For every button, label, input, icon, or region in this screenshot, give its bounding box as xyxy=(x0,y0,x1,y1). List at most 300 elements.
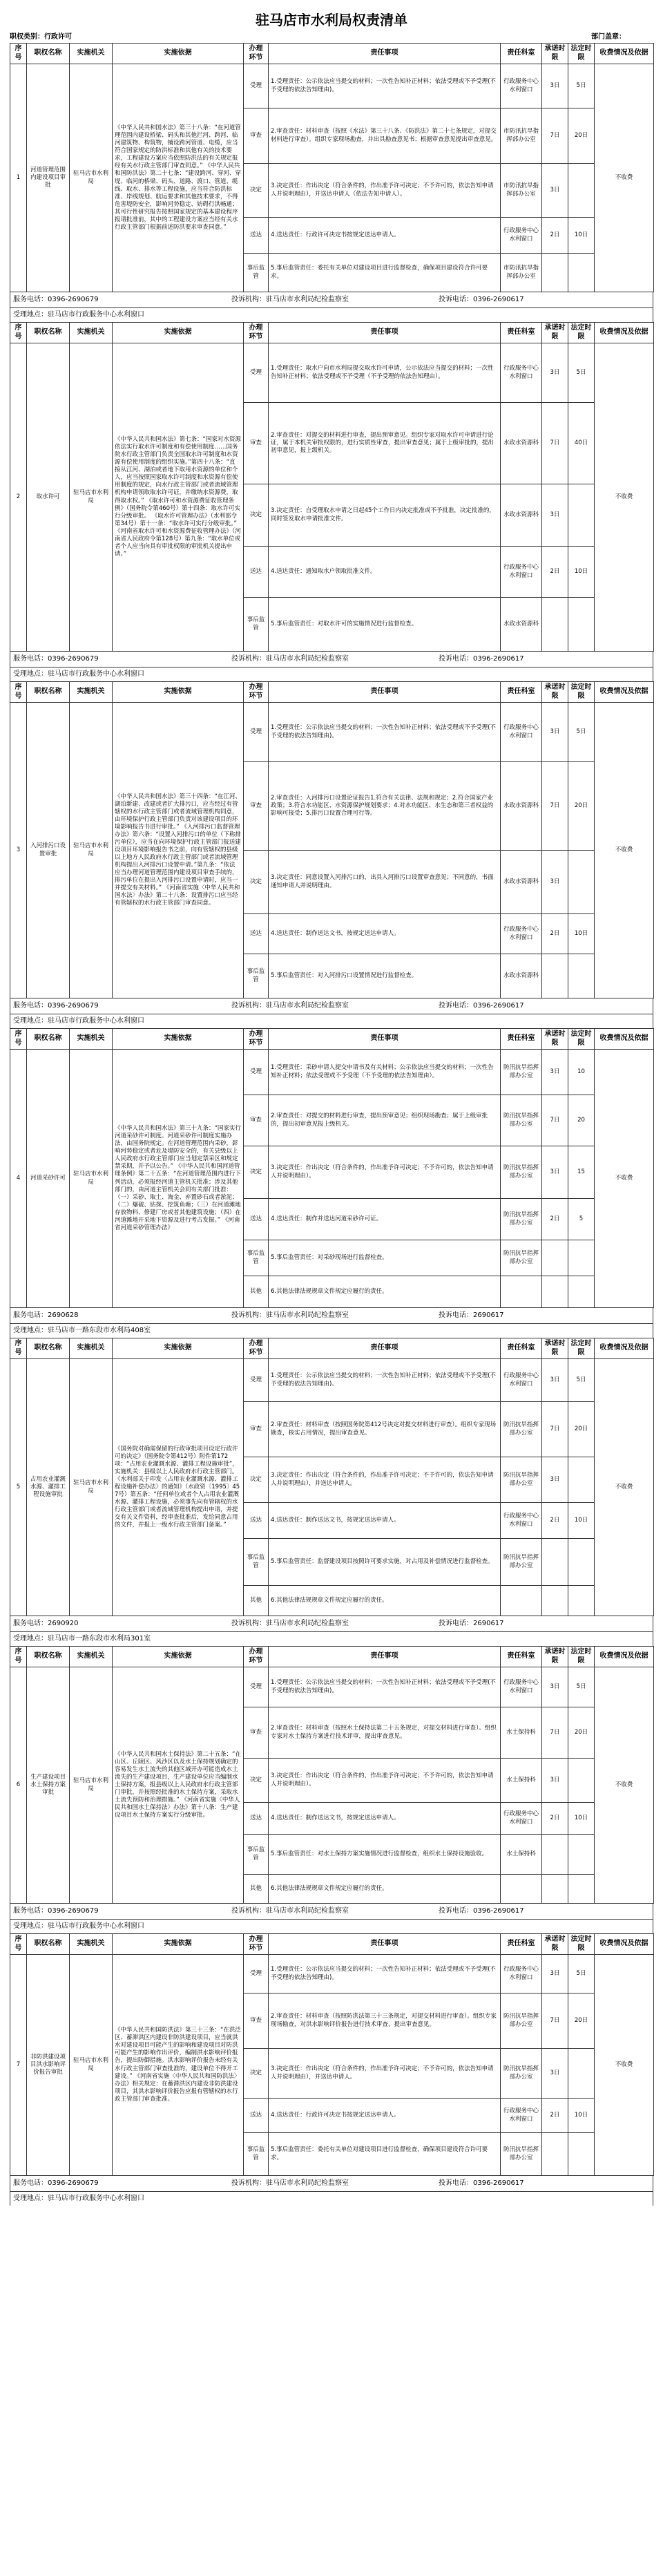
column-header: 责任事项 xyxy=(269,44,501,64)
duty-table-block xyxy=(10,1028,654,1308)
responsible-dept: 行政服务中心水利窗口 xyxy=(501,2099,542,2133)
legal-time: 10 xyxy=(568,1050,595,1095)
responsible-dept: 行政服务中心水利窗口 xyxy=(501,64,542,108)
column-header: 实施依据 xyxy=(113,1647,244,1667)
implementing-organ: 驻马店市水利局 xyxy=(70,1667,113,1904)
handling-step: 决定 xyxy=(244,1759,269,1803)
column-header: 责任事项 xyxy=(269,682,501,703)
legal-time: 10日 xyxy=(568,1503,595,1539)
promised-time: 3日 xyxy=(542,1955,568,1993)
column-header: 法定时限 xyxy=(568,1934,595,1955)
responsibility-item: 5.事后监管责任：对采砂现场进行监督检查。 xyxy=(269,1240,501,1276)
responsible-dept xyxy=(501,1586,542,1616)
responsible-dept: 水政水资源科 xyxy=(501,598,542,652)
handling-step: 受理 xyxy=(244,343,269,403)
responsible-dept: 行政服务中心水利窗口 xyxy=(501,547,542,598)
promised-time: 3日 xyxy=(542,164,568,218)
promised-time: 7日 xyxy=(542,403,568,484)
handling-step: 审查 xyxy=(244,1993,269,2049)
column-header: 承诺时限 xyxy=(542,323,568,343)
handling-step: 送达 xyxy=(244,1503,269,1539)
column-header: 实施依据 xyxy=(113,1029,244,1050)
promised-time: 7日 xyxy=(542,1993,568,2049)
handling-step: 送达 xyxy=(244,2099,269,2133)
complaint-organ: 投诉机构：驻马店市水利局纪检监察室 xyxy=(231,296,349,303)
responsibility-item: 2.审查责任：对提交的材料进行审查，提出预审意见；组织现场勘查；属于上级审批的，提出初审意见报上级机关。 xyxy=(269,1095,501,1146)
legal-basis: 《中华人民共和国防洪法》第三十三条：“在洪泛区、蓄滞洪区内建设非防洪建设项目，应当就洪水对建设项目可能产生的影响和建设项目对防洪可能产生的影响作出评价，编制洪水影响评价报告，提出防御措施。洪水影响评价报告未经有关水行政主管部门审查批准的，建设单位不得开工建设。” 《河南省实施〈中华人民共和国防洪法〉办法》相关规定：在蓄滞洪区内建设非防洪建设项目，其洪水影响评价报告应报有管辖权的水行政主管部门审查批准。 xyxy=(113,1955,244,2176)
legal-time: 5日 xyxy=(568,1955,595,1993)
responsibility-item: 2.审查责任：材料审查（按照《水法》第三十八条、《防洪法》第二十七条规定，对提交材料进行审查）。组织专家现场勘查，并出具勘查意见书；根据审查意见提出审查意见。 xyxy=(269,108,501,164)
responsibility-item: 4.送达责任：行政许可决定书按规定送达申请人。 xyxy=(269,218,501,254)
table-row xyxy=(10,1050,654,1095)
legal-time xyxy=(568,2133,595,2176)
legal-time: 5日 xyxy=(568,703,595,762)
legal-time: 20日 xyxy=(568,1402,595,1457)
column-header: 实施机关 xyxy=(70,1338,113,1359)
handling-step: 决定 xyxy=(244,1457,269,1503)
handling-step: 送达 xyxy=(244,547,269,598)
column-header: 责任科室 xyxy=(501,323,542,343)
promised-time xyxy=(542,1240,568,1276)
complaint-phone: 投诉电话：0396-2690617 xyxy=(439,2179,524,2187)
responsibility-item: 1.受理责任：取水户向市水利局提交取水许可申请，公示依法应当提交的材料；一次性告知补正材料；依法受理或不予受理（不予受理的依法告知理由）。 xyxy=(269,343,501,403)
column-header: 法定时限 xyxy=(568,1647,595,1667)
responsible-dept: 水土保持科 xyxy=(501,1835,542,1875)
promised-time: 2日 xyxy=(542,2099,568,2133)
promised-time xyxy=(542,1539,568,1586)
acceptance-location: 受理地点：驻马店市行政服务中心水利窗口 xyxy=(10,1920,653,1933)
implementing-organ: 驻马店市水利局 xyxy=(70,1359,113,1616)
promised-time: 7日 xyxy=(542,108,568,164)
legal-time xyxy=(568,254,595,292)
page-title: 驻马店市水利局权责清单 xyxy=(256,12,407,28)
promised-time: 3日 xyxy=(542,1667,568,1707)
column-header: 法定时限 xyxy=(568,44,595,64)
column-header: 责任事项 xyxy=(269,1029,501,1050)
responsible-dept xyxy=(501,1276,542,1308)
promised-time: 3日 xyxy=(542,1050,568,1095)
acceptance-location: 受理地点：驻马店市行政服务中心水利窗口 xyxy=(10,1014,653,1028)
column-header: 序号 xyxy=(10,1029,27,1050)
column-header: 办理环节 xyxy=(244,44,269,64)
duty-table-block xyxy=(10,1933,654,2176)
responsible-dept: 水政水资源科 xyxy=(501,484,542,547)
service-footer xyxy=(10,1904,653,1920)
legal-time xyxy=(568,484,595,547)
legal-time: 20日 xyxy=(568,108,595,164)
responsible-dept: 行政服务中心水利窗口 xyxy=(501,1503,542,1539)
column-header: 序号 xyxy=(10,44,27,64)
responsibility-item: 4.送达责任：制作送达文书，按规定送达申请人。 xyxy=(269,914,501,954)
column-header: 收费情况及依据 xyxy=(595,682,654,703)
meta-row xyxy=(10,30,653,43)
responsibility-item: 2.审查责任：入河排污口设置论证报告1.符合有关法律、法规和规定；2.符合国家产业政策；3.符合水功能区、水资源保护规划要求；4.对水功能区、水生态和第三者权益的影响可接受；5.排污口设置合理可行等。 xyxy=(269,762,501,851)
column-header: 职权名称 xyxy=(27,1647,70,1667)
responsibility-item: 3.决定责任：作出决定（符合条件的，作出准予许可决定；不予许可的，依法告知申请人并说明理由）。 xyxy=(269,1759,501,1803)
promised-time: 7日 xyxy=(542,1707,568,1759)
service-footer xyxy=(10,652,653,667)
item-number: 1 xyxy=(10,64,27,292)
responsible-dept: 防汛抗旱指挥部办公室 xyxy=(501,1539,542,1586)
column-header: 职权名称 xyxy=(27,44,70,64)
handling-step: 送达 xyxy=(244,218,269,254)
legal-time: 10日 xyxy=(568,2099,595,2133)
fee-info: 不收费 xyxy=(595,1667,654,1904)
legal-time xyxy=(568,598,595,652)
legal-time: 20日 xyxy=(568,762,595,851)
column-header: 实施机关 xyxy=(70,1647,113,1667)
acceptance-location: 受理地点：驻马店市行政服务中心水利窗口 xyxy=(10,2192,653,2206)
responsible-dept: 行政服务中心水利窗口 xyxy=(501,703,542,762)
service-footer xyxy=(10,998,653,1014)
complaint-phone: 投诉电话：0396-2690617 xyxy=(439,1907,524,1915)
legal-time xyxy=(568,1457,595,1503)
table-row xyxy=(10,1955,654,1993)
column-header: 实施依据 xyxy=(113,1934,244,1955)
column-header: 实施机关 xyxy=(70,1934,113,1955)
column-header: 序号 xyxy=(10,682,27,703)
service-phone: 服务电话：2690628 xyxy=(13,1311,79,1319)
responsibility-item: 5.事后监管责任：监督建设项目按照许可要求实施，对占用及补偿情况进行监督检查。 xyxy=(269,1539,501,1586)
promised-time: 2日 xyxy=(542,547,568,598)
table-row xyxy=(10,1667,654,1707)
legal-time: 5 xyxy=(568,1199,595,1240)
responsibility-item: 6.其他法律法规规章文件规定应履行的责任。 xyxy=(269,1276,501,1308)
blocks-container xyxy=(10,43,653,2206)
column-header: 职权名称 xyxy=(27,682,70,703)
handling-step: 其他 xyxy=(244,1586,269,1616)
legal-time xyxy=(568,1875,595,1904)
handling-step: 事后监管 xyxy=(244,254,269,292)
legal-time: 20日 xyxy=(568,1993,595,2049)
power-name: 河道采砂许可 xyxy=(27,1050,70,1308)
handling-step: 送达 xyxy=(244,914,269,954)
column-header: 承诺时限 xyxy=(542,682,568,703)
legal-basis: 《中华人民共和国水法》第三十九条：“国家实行河道采砂许可制度。河道采砂许可制度实施办法，由国务院规定。在河道管理范围内采砂，影响河势稳定或者危及堤防安全的，有关县级以上人民政府水行政主管部门应当划定禁采区和规定禁采期，并予以公告。” 《中华人民共和国河道管理条例》第二十五条：“在河道管理范围内进行下列活动，必须报经河道主管机关批准；涉及其他部门的，由河道主管机关会同有关部门批准：（一）采砂、取土、淘金、弃置砂石或者淤泥；（二）爆破、钻探、挖筑鱼塘；（三）在河道滩地存放物料、修建厂房或者其他建筑设施；（四）在河道滩地开采地下资源及进行考古发掘。” 《河南省河道采砂管理办法》 xyxy=(113,1050,244,1308)
handling-step: 决定 xyxy=(244,2049,269,2099)
column-header: 办理环节 xyxy=(244,1029,269,1050)
column-header: 责任事项 xyxy=(269,323,501,343)
header-row xyxy=(10,1338,654,1359)
promised-time: 3日 xyxy=(542,2049,568,2099)
duty-table-block xyxy=(10,681,654,998)
column-header: 责任事项 xyxy=(269,1934,501,1955)
column-header: 收费情况及依据 xyxy=(595,1934,654,1955)
service-footer xyxy=(10,1308,653,1324)
responsible-dept: 防汛抗旱指挥部办公室 xyxy=(501,1402,542,1457)
table-row xyxy=(10,1359,654,1402)
duty-table-block xyxy=(10,1338,654,1616)
implementing-organ: 驻马店市水利局 xyxy=(70,64,113,292)
column-header: 实施依据 xyxy=(113,44,244,64)
column-header: 承诺时限 xyxy=(542,1029,568,1050)
fee-info: 不收费 xyxy=(595,703,654,998)
column-header: 责任事项 xyxy=(269,1647,501,1667)
handling-step: 审查 xyxy=(244,403,269,484)
responsible-dept: 水政水资源科 xyxy=(501,851,542,914)
promised-time: 3日 xyxy=(542,1457,568,1503)
column-header: 职权名称 xyxy=(27,323,70,343)
handling-step: 受理 xyxy=(244,1667,269,1707)
column-header: 收费情况及依据 xyxy=(595,1029,654,1050)
legal-basis: 《中华人民共和国水法》第三十八条：“在河道管理范围内建设桥梁、码头和其他拦河、跨河、临河建筑物、构筑物，铺设跨河管道、电缆，应当符合国家规定的防洪标准和其他有关的技术要求，工程建设方案应当依照防洪法的有关规定报经有关水行政主管部门审查同意。” 《中华人民共和国防洪法》第二十七条：“建设跨河、穿河、穿堤、临河的桥梁、码头、道路、渡口、管道、缆线、取水、排水等工程设施，应当符合防洪标准、岸线规划、航运要求和其他技术要求，不得危害堤防安全，影响河势稳定、妨碍行洪畅通；其可行性研究报告按照国家规定的基本建设程序报请批准前，其中的工程建设方案应当经有关水行政主管部门根据前述防洪要求审查同意。” xyxy=(113,64,244,292)
power-name: 入河排污口设置审批 xyxy=(27,703,70,998)
responsibility-item: 5.事后监管责任：对水土保持方案实施情况进行监督检查，组织水土保持设施验收。 xyxy=(269,1835,501,1875)
responsibility-item: 4.送达责任：制作送达文书，按规定送达申请人。 xyxy=(269,1503,501,1539)
responsibility-item: 2.审查责任：材料审查（按照国务院第412号决定对提交材料进行审查）。组织专家现场勘查，核实占用情况，提出审查意见。 xyxy=(269,1402,501,1457)
legal-time: 5日 xyxy=(568,1359,595,1402)
complaint-phone: 投诉电话：0396-2690617 xyxy=(439,655,524,663)
responsible-dept: 防汛抗旱指挥部办公室 xyxy=(501,1095,542,1146)
handling-step: 其他 xyxy=(244,1875,269,1904)
column-header: 责任科室 xyxy=(501,1647,542,1667)
legal-time xyxy=(568,2049,595,2099)
header-row xyxy=(10,44,654,64)
column-header: 办理环节 xyxy=(244,1338,269,1359)
responsibility-item: 4.送达责任：制作并送达河道采砂许可证。 xyxy=(269,1199,501,1240)
promised-time: 3日 xyxy=(542,484,568,547)
responsible-dept: 行政服务中心水利窗口 xyxy=(501,1803,542,1835)
responsibility-item: 2.审查责任：材料审查（按照防洪法第三十三条规定，对提交材料进行审查）。组织专家现场勘查，对洪水影响评价报告进行技术审查，提出审查意见。 xyxy=(269,1993,501,2049)
promised-time: 3日 xyxy=(542,1759,568,1803)
promised-time: 3日 xyxy=(542,1359,568,1402)
legal-basis: 《中华人民共和国水法》第三十四条：“在江河、湖泊新建、改建或者扩大排污口，应当经过有管辖权的水行政主管部门或者流域管理机构同意，由环境保护行政主管部门负责对该建设项目的环境影响报告书进行审批。” 《入河排污口监督管理办法》第六条：“设置入河排污口的单位（下称排污单位），应当在向环境保护行政主管部门报送建设项目环境影响报告书之前，向有管辖权的县级以上地方人民政府水行政主管部门或者流域管理机构提出入河排污口设置申请。”第九条：“依法应当办理河道管理范围内建设项目审查手续的，排污单位在提出入河排污口设置申请时，应当一并提交有关材料。” 《河南省实施〈中华人民共和国水法〉办法》第二十八条：设置排污口应当经有管辖权的水行政主管部门审查同意。 xyxy=(113,703,244,998)
responsibility-item: 3.决定责任：作出决定（符合条件的，作出准予许可决定；不予许可的，依法告知申请人并说明理由），并送达申请人。 xyxy=(269,1457,501,1503)
table-row xyxy=(10,343,654,403)
power-name: 河道管理范围内建设项目审批 xyxy=(27,64,70,292)
handling-step: 审查 xyxy=(244,1095,269,1146)
complaint-organ: 投诉机构：驻马店市水利局纪检监察室 xyxy=(231,1620,349,1627)
handling-step: 送达 xyxy=(244,1803,269,1835)
power-name: 非防洪建设项目洪水影响评价报告审批 xyxy=(27,1955,70,2176)
service-phone: 服务电话：0396-2690679 xyxy=(13,655,99,663)
header-row xyxy=(10,682,654,703)
promised-time xyxy=(542,1835,568,1875)
promised-time: 7日 xyxy=(542,762,568,851)
responsible-dept: 水政水资源科 xyxy=(501,762,542,851)
duty-table-block xyxy=(10,43,654,292)
legal-time xyxy=(568,164,595,218)
legal-time: 5日 xyxy=(568,64,595,108)
fee-info: 不收费 xyxy=(595,1050,654,1308)
complaint-organ: 投诉机构：驻马店市水利局纪检监察室 xyxy=(231,655,349,663)
column-header: 职权名称 xyxy=(27,1029,70,1050)
service-footer xyxy=(10,292,653,308)
acceptance-location: 受理地点：驻马店市行政服务中心水利窗口 xyxy=(10,308,653,322)
handling-step: 受理 xyxy=(244,1050,269,1095)
column-header: 承诺时限 xyxy=(542,1934,568,1955)
column-header: 承诺时限 xyxy=(542,44,568,64)
responsible-dept: 防汛抗旱指挥部办公室 xyxy=(501,2133,542,2176)
service-phone: 服务电话：0396-2690679 xyxy=(13,296,99,303)
legal-time xyxy=(568,954,595,998)
legal-basis: 《中华人民共和国水土保持法》第二十五条：“在山区、丘陵区、风沙区以及水土保持规划确定的容易发生水土流失的其他区域开办可能造成水土流失的生产建设项目，生产建设单位应当编制水土保持方案，报县级以上人民政府水行政主管部门审批，并按照经批准的水土保持方案，采取水土流失预防和治理措施。” 《河南省实施〈中华人民共和国水土保持法〉办法》第十八条：生产建设项目水土保持方案实行分级审批。 xyxy=(113,1667,244,1904)
promised-time: 3日 xyxy=(542,703,568,762)
promised-time: 7日 xyxy=(542,1095,568,1146)
promised-time: 3日 xyxy=(542,343,568,403)
responsibility-item: 1.受理责任：公示依法应当提交的材料；一次性告知补正材料；依法受理或不予受理(不予受理的依法告知理由)。 xyxy=(269,1359,501,1402)
acceptance-location: 受理地点：驻马店市行政服务中心水利窗口 xyxy=(10,667,653,681)
complaint-phone: 投诉电话：2690617 xyxy=(439,1620,504,1627)
handling-step: 受理 xyxy=(244,64,269,108)
legal-time xyxy=(568,1240,595,1276)
promised-time xyxy=(542,1586,568,1616)
promised-time: 2日 xyxy=(542,1803,568,1835)
responsible-dept: 防汛抗旱指挥部办公室 xyxy=(501,1457,542,1503)
legal-time: 15 xyxy=(568,1146,595,1199)
responsibility-item: 1.受理责任：公示依法应当提交的材料；一次性告知补正材料；依法受理或不予受理(不予受理的依法告知理由)。 xyxy=(269,64,501,108)
responsible-dept: 防汛抗旱指挥部办公室 xyxy=(501,1240,542,1276)
complaint-organ: 投诉机构：驻马店市水利局纪检监察室 xyxy=(231,1907,349,1915)
responsible-dept: 防汛抗旱指挥部办公室 xyxy=(501,1199,542,1240)
legal-basis: 《中华人民共和国水法》第七条：“国家对水资源依法实行取水许可制度和有偿使用制度……国务院水行政主管部门负责全国取水许可制度和水资源有偿使用制度的组织实施。”第四十八条：“直接从江河、湖泊或者地下取用水资源的单位和个人，应当按照国家取水许可制度和水资源有偿使用制度的规定，向水行政主管部门或者流域管理机构申请领取取水许可证，并缴纳水资源费，取得取水权。” 《取水许可和水资源费征收管理条例》（国务院令第460号）第十四条：取水许可实行分级审批。 《取水许可管理办法》（水利部令第34号）第十一条：“取水许可实行分级审批。” 《河南省取水许可和水资源费征收管理办法》（河南省人民政府令第128号）第九条：“取水单位或者个人应当向具有审批权限的审批机关提出申请。” xyxy=(113,343,244,652)
responsible-dept: 水土保持科 xyxy=(501,1759,542,1803)
handling-step: 受理 xyxy=(244,1955,269,1993)
promised-time xyxy=(542,254,568,292)
handling-step: 审查 xyxy=(244,1402,269,1457)
handling-step: 事后监管 xyxy=(244,598,269,652)
promised-time xyxy=(542,2133,568,2176)
responsible-dept: 市防汛抗旱指挥部办公室 xyxy=(501,254,542,292)
promised-time: 3日 xyxy=(542,851,568,914)
responsibility-item: 6.其他法律法规规章文件规定应履行的责任。 xyxy=(269,1875,501,1904)
service-phone: 服务电话：0396-2690679 xyxy=(13,1907,99,1915)
column-header: 办理环节 xyxy=(244,1647,269,1667)
responsibility-item: 1.受理责任：公示依法应当提交的材料；一次性告知补正材料；依法受理或不予受理(不予受理的依法告知理由)。 xyxy=(269,1667,501,1707)
column-header: 法定时限 xyxy=(568,323,595,343)
column-header: 实施机关 xyxy=(70,682,113,703)
promised-time xyxy=(542,1875,568,1904)
legal-time: 20日 xyxy=(568,1707,595,1759)
responsible-dept: 行政服务中心水利窗口 xyxy=(501,343,542,403)
column-header: 序号 xyxy=(10,1338,27,1359)
power-name: 生产建设项目水土保持方案审批 xyxy=(27,1667,70,1904)
complaint-phone: 投诉电话：0396-2690617 xyxy=(439,1002,524,1010)
handling-step: 决定 xyxy=(244,484,269,547)
item-number: 4 xyxy=(10,1050,27,1308)
responsible-dept: 防汛抗旱指挥部办公室 xyxy=(501,1993,542,2049)
responsible-dept: 水政水资源科 xyxy=(501,403,542,484)
column-header: 职权名称 xyxy=(27,1338,70,1359)
acceptance-location: 受理地点：驻马店市一路东段市水利局408室 xyxy=(10,1324,653,1338)
column-header: 序号 xyxy=(10,323,27,343)
column-header: 收费情况及依据 xyxy=(595,1647,654,1667)
power-name: 取水许可 xyxy=(27,343,70,652)
responsible-dept xyxy=(501,1875,542,1904)
responsibility-item: 5.事后监管责任：对入河排污口设置情况进行监督检查。 xyxy=(269,954,501,998)
service-footer xyxy=(10,1616,653,1632)
responsibility-item: 6.其他法律法规规章文件规定应履行的责任。 xyxy=(269,1586,501,1616)
legal-time xyxy=(568,1759,595,1803)
fee-info: 不收费 xyxy=(595,343,654,652)
column-header: 实施机关 xyxy=(70,323,113,343)
promised-time xyxy=(542,1276,568,1308)
column-header: 办理环节 xyxy=(244,323,269,343)
header-row xyxy=(10,1029,654,1050)
legal-time: 10日 xyxy=(568,547,595,598)
responsibility-item: 4.送达责任：通知取水户领取批准文件。 xyxy=(269,547,501,598)
responsible-dept: 行政服务中心水利窗口 xyxy=(501,218,542,254)
column-header: 责任科室 xyxy=(501,682,542,703)
responsibility-item: 1.受理责任：采砂申请人提交申请书及有关材料；公示依法应当提交的材料；一次性告知补正材料；依法受理或不予受理（不予受理的依法告知理由）。 xyxy=(269,1050,501,1095)
column-header: 责任科室 xyxy=(501,1338,542,1359)
legal-basis: 《国务院对确需保留的行政审批项目设定行政许可的决定》（国务院令第412号）附件第172项：“占用农业灌溉水源、灌排工程设施审批”，实施机关：县级以上人民政府水行政主管部门。 《水利部关于印发〈占用农业灌溉水源、灌排工程设施补偿办法〉的通知》（水政资〔1995〕457号）第五条：“任何单位或者个人占用农业灌溉水源、灌排工程设施，必须事先向有管辖权的水行政主管部门或者流域管理机构提出申请，并提交有关文件资料，经审查批准后，发给同意占用的文件，并报上一级水行政主管部门备案。” xyxy=(113,1359,244,1616)
legal-time xyxy=(568,1276,595,1308)
responsibility-item: 1.受理责任：公示依法应当提交的材料；一次性告知补正材料；依法受理或不予受理(不予受理的依法告知理由)。 xyxy=(269,703,501,762)
column-header: 责任科室 xyxy=(501,1029,542,1050)
legal-time: 20 xyxy=(568,1095,595,1146)
handling-step: 审查 xyxy=(244,108,269,164)
handling-step: 受理 xyxy=(244,703,269,762)
column-header: 实施机关 xyxy=(70,1029,113,1050)
category-label: 职权类别：行政许可 xyxy=(10,33,72,41)
responsibility-item: 3.决定责任：作出决定（符合条件的，作出准予许可决定；不予许可的，依法告知申请人并说明理由），并送达申请人。 xyxy=(269,2049,501,2099)
item-number: 3 xyxy=(10,703,27,998)
duty-table-block xyxy=(10,322,654,652)
legal-time: 10日 xyxy=(568,218,595,254)
legal-time: 40日 xyxy=(568,403,595,484)
responsibility-item: 5.事后监管责任：委托有关单位对建设项目进行监督检查，确保项目建设符合许可要求。 xyxy=(269,2133,501,2176)
promised-time: 2日 xyxy=(542,1503,568,1539)
responsible-dept: 行政服务中心水利窗口 xyxy=(501,1667,542,1707)
complaint-organ: 投诉机构：驻马店市水利局纪检监察室 xyxy=(231,2179,349,2187)
column-header: 实施依据 xyxy=(113,1338,244,1359)
item-number: 7 xyxy=(10,1955,27,2176)
complaint-phone: 投诉电话：0396-2690617 xyxy=(439,296,524,303)
column-header: 法定时限 xyxy=(568,1029,595,1050)
handling-step: 事后监管 xyxy=(244,2133,269,2176)
service-phone: 服务电话：2690920 xyxy=(13,1620,79,1627)
handling-step: 审查 xyxy=(244,1707,269,1759)
responsible-dept: 行政服务中心水利窗口 xyxy=(501,1955,542,1993)
promised-time: 2日 xyxy=(542,1199,568,1240)
legal-time xyxy=(568,1539,595,1586)
responsible-dept: 行政服务中心水利窗口 xyxy=(501,914,542,954)
document-page xyxy=(10,10,653,2206)
responsible-dept: 水土保持科 xyxy=(501,1707,542,1759)
column-header: 办理环节 xyxy=(244,1934,269,1955)
column-header: 法定时限 xyxy=(568,1338,595,1359)
implementing-organ: 驻马店市水利局 xyxy=(70,1050,113,1308)
column-header: 职权名称 xyxy=(27,1934,70,1955)
complaint-phone: 投诉电话：2690617 xyxy=(439,1311,504,1319)
handling-step: 决定 xyxy=(244,164,269,218)
responsibility-item: 4.送达责任：行政许可决定书按规定送达申请人。 xyxy=(269,2099,501,2133)
promised-time: 7日 xyxy=(542,1402,568,1457)
promised-time xyxy=(542,598,568,652)
column-header: 责任科室 xyxy=(501,1934,542,1955)
responsibility-item: 5.事后监管责任：委托有关单位对建设项目进行监督检查，确保项目建设符合许可要求。 xyxy=(269,254,501,292)
column-header: 责任科室 xyxy=(501,44,542,64)
column-header: 办理环节 xyxy=(244,682,269,703)
header-row xyxy=(10,1647,654,1667)
responsible-dept: 市防汛抗旱指挥部办公室 xyxy=(501,164,542,218)
header-row xyxy=(10,323,654,343)
complaint-organ: 投诉机构：驻马店市水利局纪检监察室 xyxy=(231,1002,349,1010)
handling-step: 决定 xyxy=(244,851,269,914)
column-header: 实施机关 xyxy=(70,44,113,64)
responsibility-item: 3.决定责任：作出决定（符合条件的，作出准予许可决定；不予许可的，依法告知申请人并说明理由）。 xyxy=(269,1146,501,1199)
promised-time: 3日 xyxy=(542,64,568,108)
handling-step: 审查 xyxy=(244,762,269,851)
promised-time: 2日 xyxy=(542,218,568,254)
column-header: 序号 xyxy=(10,1934,27,1955)
column-header: 责任事项 xyxy=(269,1338,501,1359)
service-footer xyxy=(10,2176,653,2192)
responsible-dept: 水政水资源科 xyxy=(501,954,542,998)
service-phone: 服务电话：0396-2690679 xyxy=(13,1002,99,1010)
dept-stamp-label: 部门盖章： xyxy=(591,33,626,41)
